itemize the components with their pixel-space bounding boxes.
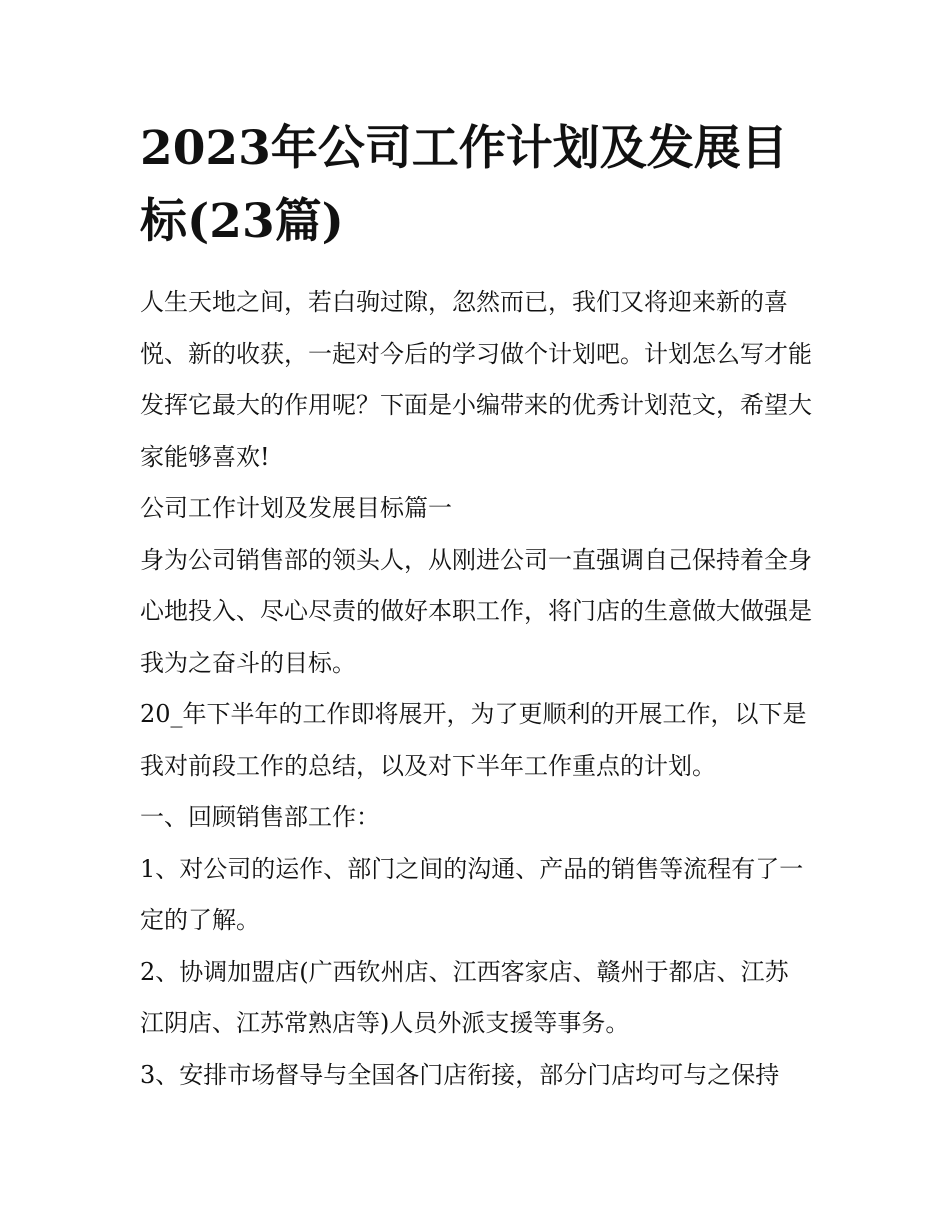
body-paragraph: 身为公司销售部的领头人，从刚进公司一直强调自己保持着全身心地投入、尽心尽责的做好本职工作，将门店的生意做大做强是我为之奋斗的目标。	[140, 545, 812, 677]
section-heading: 公司工作计划及发展目标篇一	[140, 494, 452, 522]
subsection-heading: 一、回顾销售部工作：	[140, 803, 380, 831]
list-item: 3、安排市场督导与全国各门店衔接，部分门店均可与之保持	[140, 1060, 780, 1089]
body-paragraph: 20_年下半年的工作即将展开，为了更顺利的开展工作，以下是我对前段工作的总结，以及对下半年工作重点的计划。	[140, 700, 807, 780]
intro-paragraph: 人生天地之间，若白驹过隙，忽然而已，我们又将迎来新的喜悦、新的收获，一起对今后的学习做个计划吧。计划怎么写才能发挥它最大的作用呢？下面是小编带来的优秀计划范文，希望大家能够喜欢!	[140, 288, 812, 471]
document-page	[140, 112, 812, 1101]
list-item: 1、对公司的运作、部门之间的沟通、产品的销售等流程有了一定的了解。	[140, 854, 804, 934]
list-item: 2、协调加盟店(广西钦州店、江西客家店、赣州于都店、江苏江阴店、江苏常熟店等)人员外派支援等事务。	[140, 957, 789, 1037]
document-title: 2023年公司工作计划及发展目标(23篇)	[140, 121, 788, 249]
document-body	[140, 277, 812, 1101]
